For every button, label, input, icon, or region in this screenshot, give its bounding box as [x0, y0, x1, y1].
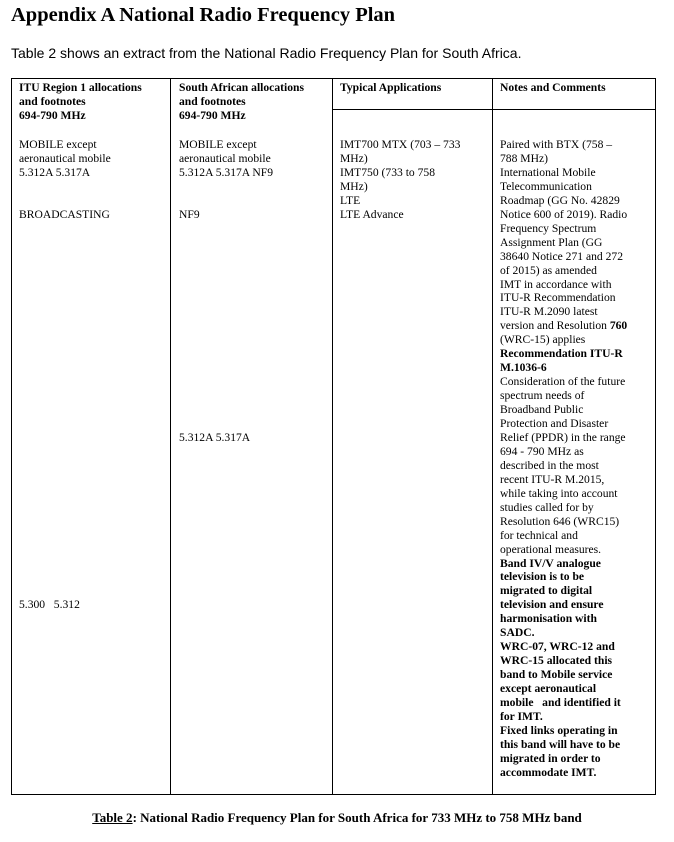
notes-line: 788 MHz) [500, 151, 548, 165]
notes-line: Assignment Plan (GG [500, 235, 603, 249]
notes-line: Protection and Disaster [500, 417, 609, 430]
notes-line: Frequency Spectrum [500, 221, 597, 235]
app-line: MHz) [340, 180, 368, 193]
notes-line: except aeronautical [500, 682, 597, 696]
notes-line-bold-suffix: 760 [606, 319, 628, 333]
itu-mobile-footnotes: 5.312A 5.317A [19, 166, 91, 179]
header-itu-line1: ITU Region 1 allocations [19, 81, 142, 94]
notes-line: described in the most [500, 458, 599, 472]
itu-footnotes: 5.300 5.312 [19, 598, 80, 611]
intro-paragraph: Table 2 shows an extract from the National Radio Frequency Plan for South Africa. [11, 45, 522, 61]
app-line: MHz) [340, 152, 368, 165]
notes-line: television is to be [500, 570, 585, 584]
itu-broadcasting: BROADCASTING [19, 208, 110, 221]
sa-mobile-line1: MOBILE except [179, 138, 257, 151]
notes-line: migrated to digital [500, 584, 593, 598]
app-line: IMT750 (733 to 758 [340, 166, 435, 179]
notes-line: Broadband Public [500, 403, 584, 417]
notes-line: television and ensure [500, 598, 604, 612]
table-caption [0, 810, 674, 826]
caption-text: : National Radio Frequency Plan for South Africa for 733 MHz to 758 MHz band [132, 810, 582, 825]
notes-line: migrated in order to [500, 751, 601, 765]
notes-line: for IMT. [500, 709, 543, 723]
notes-line: studies called for by [500, 500, 594, 514]
notes-line: while taking into account [500, 486, 618, 500]
page-heading: Appendix A National Radio Frequency Plan [11, 4, 396, 26]
notes-line: WRC-15 allocated this [500, 654, 613, 668]
itu-mobile-line1: MOBILE except [19, 138, 97, 151]
header-itu-line2: and footnotes [19, 95, 86, 108]
notes-line: 38640 Notice 271 and 272 [500, 249, 624, 263]
notes-line: IMT in accordance with [500, 277, 612, 291]
notes-line: spectrum needs of [500, 389, 585, 403]
notes-line: M.1036-6 [500, 361, 547, 375]
notes-line: recent ITU-R M.2015, [500, 472, 605, 486]
header-rule-applications [332, 109, 492, 110]
column-divider [492, 79, 493, 794]
header-applications: Typical Applications [340, 81, 442, 94]
notes-line: for technical and [500, 528, 578, 542]
sa-footnotes: 5.312A 5.317A [179, 431, 251, 444]
sa-nf9: NF9 [179, 208, 200, 221]
app-line: IMT700 MTX (703 – 733 [340, 138, 461, 151]
sa-mobile-line2: aeronautical mobile [179, 152, 271, 165]
notes-line: Recommendation ITU-R [500, 347, 623, 361]
header-notes: Notes and Comments [500, 81, 606, 94]
notes-line: SADC. [500, 626, 535, 640]
notes-line: of 2015) as amended [500, 263, 597, 277]
notes-line: Consideration of the future [500, 375, 626, 389]
notes-line: mobile and identified it [500, 696, 621, 709]
notes-line: Resolution 646 (WRC15) [500, 514, 620, 528]
sa-mobile-footnotes: 5.312A 5.317A NF9 [179, 166, 274, 179]
notes-line: Relief (PPDR) in the range [500, 430, 626, 444]
notes-line: ITU-R Recommendation [500, 291, 616, 305]
header-itu-band: 694-790 MHz [19, 109, 86, 122]
app-line: LTE Advance [340, 208, 404, 221]
column-divider [170, 79, 171, 794]
header-sa-line2: and footnotes [179, 95, 246, 108]
column-divider [332, 79, 333, 794]
header-rule-notes [492, 109, 655, 110]
notes-line: accommodate IMT. [500, 765, 597, 779]
itu-mobile-line2: aeronautical mobile [19, 152, 111, 165]
caption-label: Table 2 [92, 810, 133, 825]
notes-line: Telecommunication [500, 179, 592, 193]
notes-line: International Mobile [500, 165, 596, 179]
header-sa-band: 694-790 MHz [179, 109, 246, 122]
notes-line: WRC-07, WRC-12 and [500, 640, 615, 654]
notes-line: Paired with BTX (758 – [500, 138, 613, 151]
notes-line: ITU-R M.2090 latest [500, 305, 598, 319]
notes-line: Fixed links operating in [500, 723, 618, 737]
notes-line: this band will have to be [500, 737, 621, 751]
app-line: LTE [340, 194, 361, 207]
notes-line: Roadmap (GG No. 42829 [500, 193, 620, 207]
notes-line: operational measures. [500, 542, 602, 556]
header-sa-line1: South African allocations [179, 81, 304, 94]
notes-line: (WRC-15) applies [500, 333, 586, 347]
notes-line: harmonisation with [500, 612, 597, 626]
notes-line: Notice 600 of 2019). Radio [500, 207, 628, 221]
notes-line: band to Mobile service [500, 668, 613, 682]
notes-line: Band IV/V analogue [500, 556, 601, 570]
notes-line: version and Resolution 760 [500, 319, 628, 333]
notes-line: 694 - 790 MHz as [500, 444, 584, 458]
